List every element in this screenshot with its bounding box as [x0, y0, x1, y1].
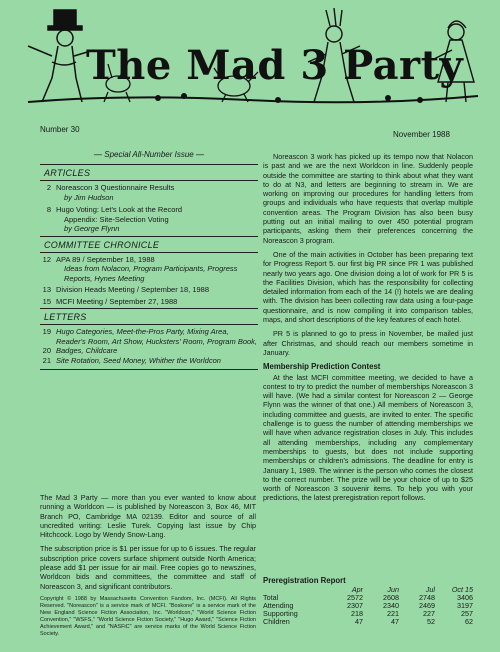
article-paragraph: PR 5 is planned to go to press in November, be mailed just after Christmas, and should reach our members sometime in January. [263, 329, 473, 357]
article-paragraph: One of the main activities in October has been preparing text for Progress Report 5. our first big PR since PR 1 was published nearly two years ago. One division doing a lot of work for PR 5 is the Facilities Division, which has the responsibility for collecting detailed information from each of the 14 (!) hotels we are dealing with. The division has been collecting raw data using a four-page questionnaire, and is now compiling it into comparison tables, maps, and short descriptions of the key features of each hotel. [263, 249, 473, 325]
row-label: Attending [263, 601, 294, 610]
table-header-row [263, 586, 473, 594]
masthead [8, 6, 492, 116]
column-header: Jul [425, 585, 435, 594]
toc-byline: by George Flynn [64, 224, 120, 233]
copyright-notice: Copyright © 1988 by Massachusetts Convention Fandom, Inc. (MCFI). All Rights Reserved. "Noreascon" is a service mark of MCFI. "Boskone" is a service mark of the New England Science Fiction Association, Inc. "Worldcon," "World Science Fiction Convention," "WSFS," "World Science Fiction Society," "Hugo Award," "Science Fiction Achievement Award," and "NASFiC" are service marks of the World Science Fiction Society. [40, 595, 256, 637]
divider [40, 369, 258, 370]
special-issue-label: — Special All-Number Issue — [94, 150, 204, 159]
table-row [263, 594, 473, 602]
toc-page-number: 15 [42, 296, 51, 306]
contest-heading: Membership Prediction Contest [263, 362, 381, 372]
masthead-title: The Mad 3 Party [86, 42, 464, 89]
table-cell: 218 [351, 609, 363, 618]
table-cell: 2469 [419, 601, 435, 610]
table-cell: 2307 [347, 601, 363, 610]
divider [40, 180, 258, 181]
articles-heading: ARTICLES [44, 168, 91, 178]
toc-title: Badges, Childcare [56, 346, 118, 355]
table-cell: 227 [423, 609, 435, 618]
toc-title: Noreascon 3 Questionnaire Results [56, 183, 175, 192]
toc-title: Hugo Voting: Let's Look at the Record [56, 205, 183, 214]
toc-entry [40, 297, 258, 307]
issue-number: Number 30 [40, 125, 80, 134]
table-cell: 47 [391, 617, 399, 626]
table-cell: 221 [387, 609, 399, 618]
table-cell: 2340 [383, 601, 399, 610]
toc-byline: by Jim Hudson [64, 192, 114, 202]
divider [40, 164, 258, 165]
table-cell: 257 [461, 609, 473, 618]
toc-page-number: 12 [42, 254, 51, 264]
table-cell: 47 [355, 617, 363, 626]
table-row [263, 618, 473, 626]
table-title: Preregistration Report [263, 576, 346, 585]
toc-subtitle: Ideas from Nolacon, Program Participants, Progress Reports, Hynes Meeting [64, 264, 238, 283]
divider [40, 236, 258, 237]
preregistration-table [263, 576, 473, 626]
committee-heading: COMMITTEE CHRONICLE [44, 239, 160, 250]
table-cell: 52 [427, 617, 435, 626]
toc-title: APA 89 / September 18, 1988 [56, 254, 155, 264]
toc-entry [40, 285, 258, 295]
table-cell: 2748 [419, 593, 435, 602]
toc-entry [40, 205, 258, 234]
toc-title: Hugo Categories, Meet-the-Pros Party, Mixing Area, Reader's Room, Art Show, Hucksters' Room, Program Book, [56, 327, 257, 346]
colophon [40, 493, 256, 643]
toc-entry [40, 255, 258, 284]
divider [40, 324, 258, 325]
table-cell: 3197 [457, 601, 473, 610]
row-label: Children [263, 617, 290, 626]
table-cell: 2572 [347, 593, 363, 602]
letters-heading: LETTERS [44, 312, 87, 322]
table-cell: 62 [465, 617, 473, 626]
toc-entry [40, 346, 258, 356]
column-header: Jun [387, 585, 399, 594]
colophon-publisher: The Mad 3 Party — more than you ever wanted to know about running a Worldcon — is published by Noreascon 3, Box 46, MIT Branch PO, Cambridge MA 02139. Editor and source of all uncredited writing: Leslie Turek. Copying last issue by Chip Hitchcock. Logo by Wendy Snow-Lang. [40, 493, 256, 540]
toc-title: Site Rotation, Seed Money, Whither the Worldcon [56, 355, 221, 365]
article-paragraph: At the last MCFI committee meeting, we decided to have a contest to try to predict the number of memberships Noreascon 3 will have. (We had a similar contest for Noreascon 2 — George Flynn was the winner of that one.) All members of Noreascon 3, including committee and guests, are invited to enter. The specific challenge is to guess the number of attending memberships we will have when advance registration closes in July. This includes all attending memberships, including any complementary memberships to guests, but does not include supporting memberships or children's admissions. The deadline for entry is January 1, 1989. The winner is the person who comes the closest to the correct number. The prize will be your choice of up to $25 worth of Noreascon 3 souvenir items. To help you with your predictions, the latest preregistration report follows. [263, 372, 473, 503]
row-label: Total [263, 593, 279, 602]
toc-page-number: 20 [42, 346, 51, 355]
toc-page-number: 19 [42, 327, 51, 336]
toc-entry [40, 183, 258, 202]
main-article [263, 152, 473, 508]
toc-page-number: 8 [46, 205, 51, 214]
article-paragraph: Noreascon 3 work has picked up its tempo now that Nolacon is past and we are the next Worldcon in line. Suddenly people outside the committee are starting to think about what they want to do at N3, and letters are beginning to stream in. We are working on improving our procedures for handling letters from groups and individuals who have requests that overlap multiple convention areas. The Program Division has also been busy putting out an initial mailing to over 450 potential program participants, asking them their preferences concerning the Noreascon 3 program. [263, 152, 473, 245]
toc-page-number: 2 [46, 183, 51, 192]
colophon-subscription: The subscription price is $1 per issue for up to 6 issues. The regular subscription price covers surface shipment outside North America; please add $1 per issue for air mail. Free copies go to newszines, Worldcon bids and committees, the committee and staff of Noreascon 3, and significant contributors. [40, 544, 257, 591]
table-of-contents [40, 150, 258, 372]
table-cell: 2608 [383, 593, 399, 602]
column-header: Oct 15 [451, 585, 473, 594]
table-cell: 3406 [457, 593, 473, 602]
toc-title: Division Heads Meeting / September 18, 1988 [56, 285, 210, 294]
divider [40, 252, 258, 253]
row-label: Supporting [263, 609, 298, 618]
toc-title: MCFI Meeting / September 27, 1988 [56, 296, 178, 306]
column-header: Apr [351, 585, 363, 594]
issue-date: November 1988 [393, 130, 450, 139]
table-row [263, 610, 473, 618]
toc-entry [40, 327, 258, 346]
toc-page-number: 13 [42, 285, 51, 294]
divider [40, 308, 258, 309]
toc-subtitle: Appendix: Site-Selection Voting [64, 214, 169, 224]
toc-page-number: 21 [42, 355, 51, 365]
toc-entry [40, 356, 258, 366]
